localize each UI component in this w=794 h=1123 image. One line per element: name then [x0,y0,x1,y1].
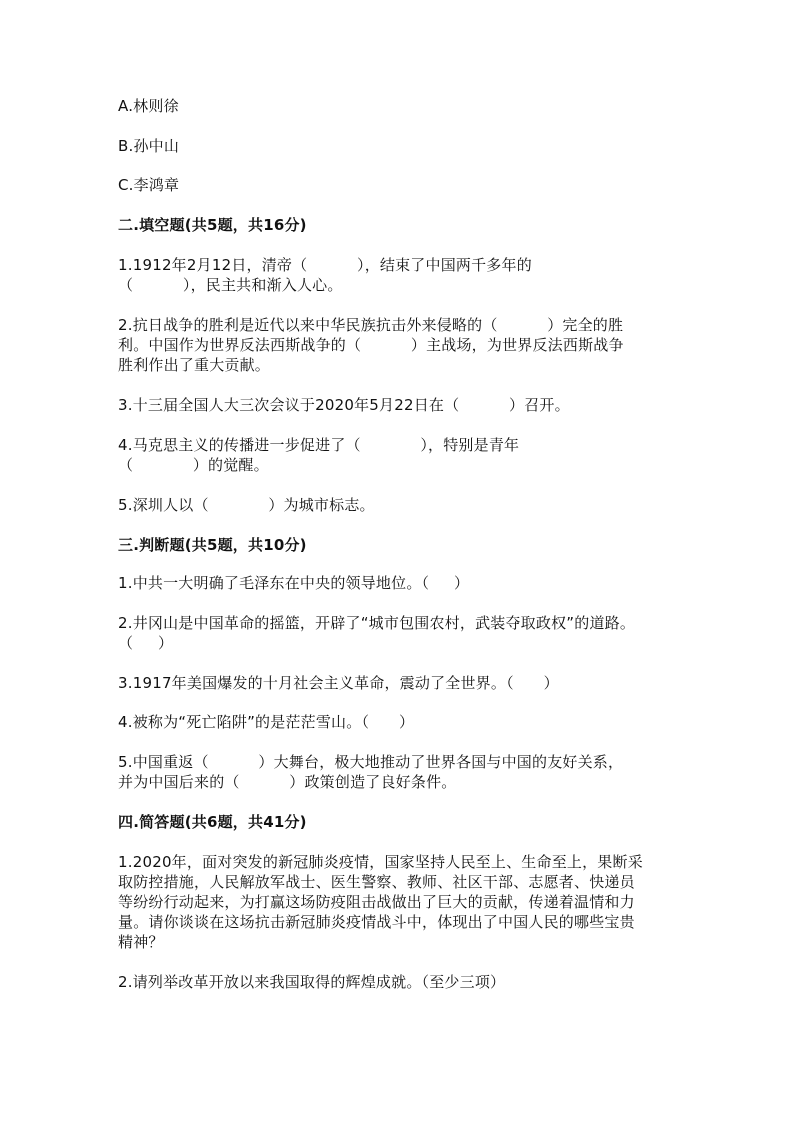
choice-option-c: C.李鸿章 [118,176,180,194]
fill-q2-line3: 胜利作出了重大贡献。 [118,356,271,374]
sa-q1-line2: 取防控措施，人民解放军战士、医生警察、教师、社区干部、志愿者、快递员 [118,873,635,891]
fill-q4-line1: 4.马克思主义的传播进一步促进了（ ），特别是青年 [118,436,520,454]
fill-q1-line1: 1.1912年2月12日，清帝（ ），结束了中国两千多年的 [118,256,532,274]
tf-q2-line2: （ ） [118,634,174,652]
fill-q2-line1: 2.抗日战争的胜利是近代以来中华民族抗击外来侵略的（ ）完全的胜 [118,316,624,334]
tf-q5-line2: 并为中国后来的（ ）政策创造了良好条件。 [118,773,457,791]
fill-q5-line1: 5.深圳人以（ ）为城市标志。 [118,496,375,514]
tf-q5-line1: 5.中国重返（ ）大舞台，极大地推动了世界各国与中国的友好关系， [118,753,624,771]
sa-q1-line1: 1.2020年，面对突发的新冠肺炎疫情，国家坚持人民至上、生命至上，果断采 [118,853,643,871]
tf-q1-line1: 1.中共一大明确了毛泽东在中央的领导地位。（ ） [118,574,470,592]
fill-q4-line2: （ ）的觉醒。 [118,456,269,474]
sa-q1-line3: 等纷纷行动起来，为打赢这场防疫阻击战做出了巨大的贡献，传递着温情和力 [118,893,635,911]
tf-q2-line1: 2.井冈山是中国革命的摇篮，开辟了“城市包围农村，武装夺取政权”的道路。 [118,614,636,632]
tf-q3-line1: 3.1917年美国爆发的十月社会主义革命，震动了全世界。（ ） [118,674,559,692]
choice-option-b: B.孙中山 [118,137,180,155]
sa-q1-line5: 精神？ [118,933,164,951]
sa-q2-line1: 2.请列举改革开放以来我国取得的辉煌成就。（至少三项） [118,973,506,991]
section-heading-true-false: 三.判断题(共5题，共10分) [118,536,307,554]
fill-q2-line2: 利。中国作为世界反法西斯战争的（ ）主战场，为世界反法西斯战争 [118,336,624,354]
section-heading-short-answer: 四.简答题(共6题，共41分) [118,813,307,831]
sa-q1-line4: 量。请你谈谈在这场抗击新冠肺炎疫情战斗中，体现出了中国人民的哪些宝贵 [118,913,635,931]
fill-q3-line1: 3.十三届全国人大三次会议于2020年5月22日在（ ）召开。 [118,396,570,414]
section-heading-fill-blank: 二.填空题(共5题，共16分) [118,216,307,234]
tf-q4-line1: 4.被称为“死亡陷阱”的是茫茫雪山。（ ） [118,713,415,731]
choice-option-a: A.林则徐 [118,97,179,115]
fill-q1-line2: （ ），民主共和渐入人心。 [118,276,343,294]
